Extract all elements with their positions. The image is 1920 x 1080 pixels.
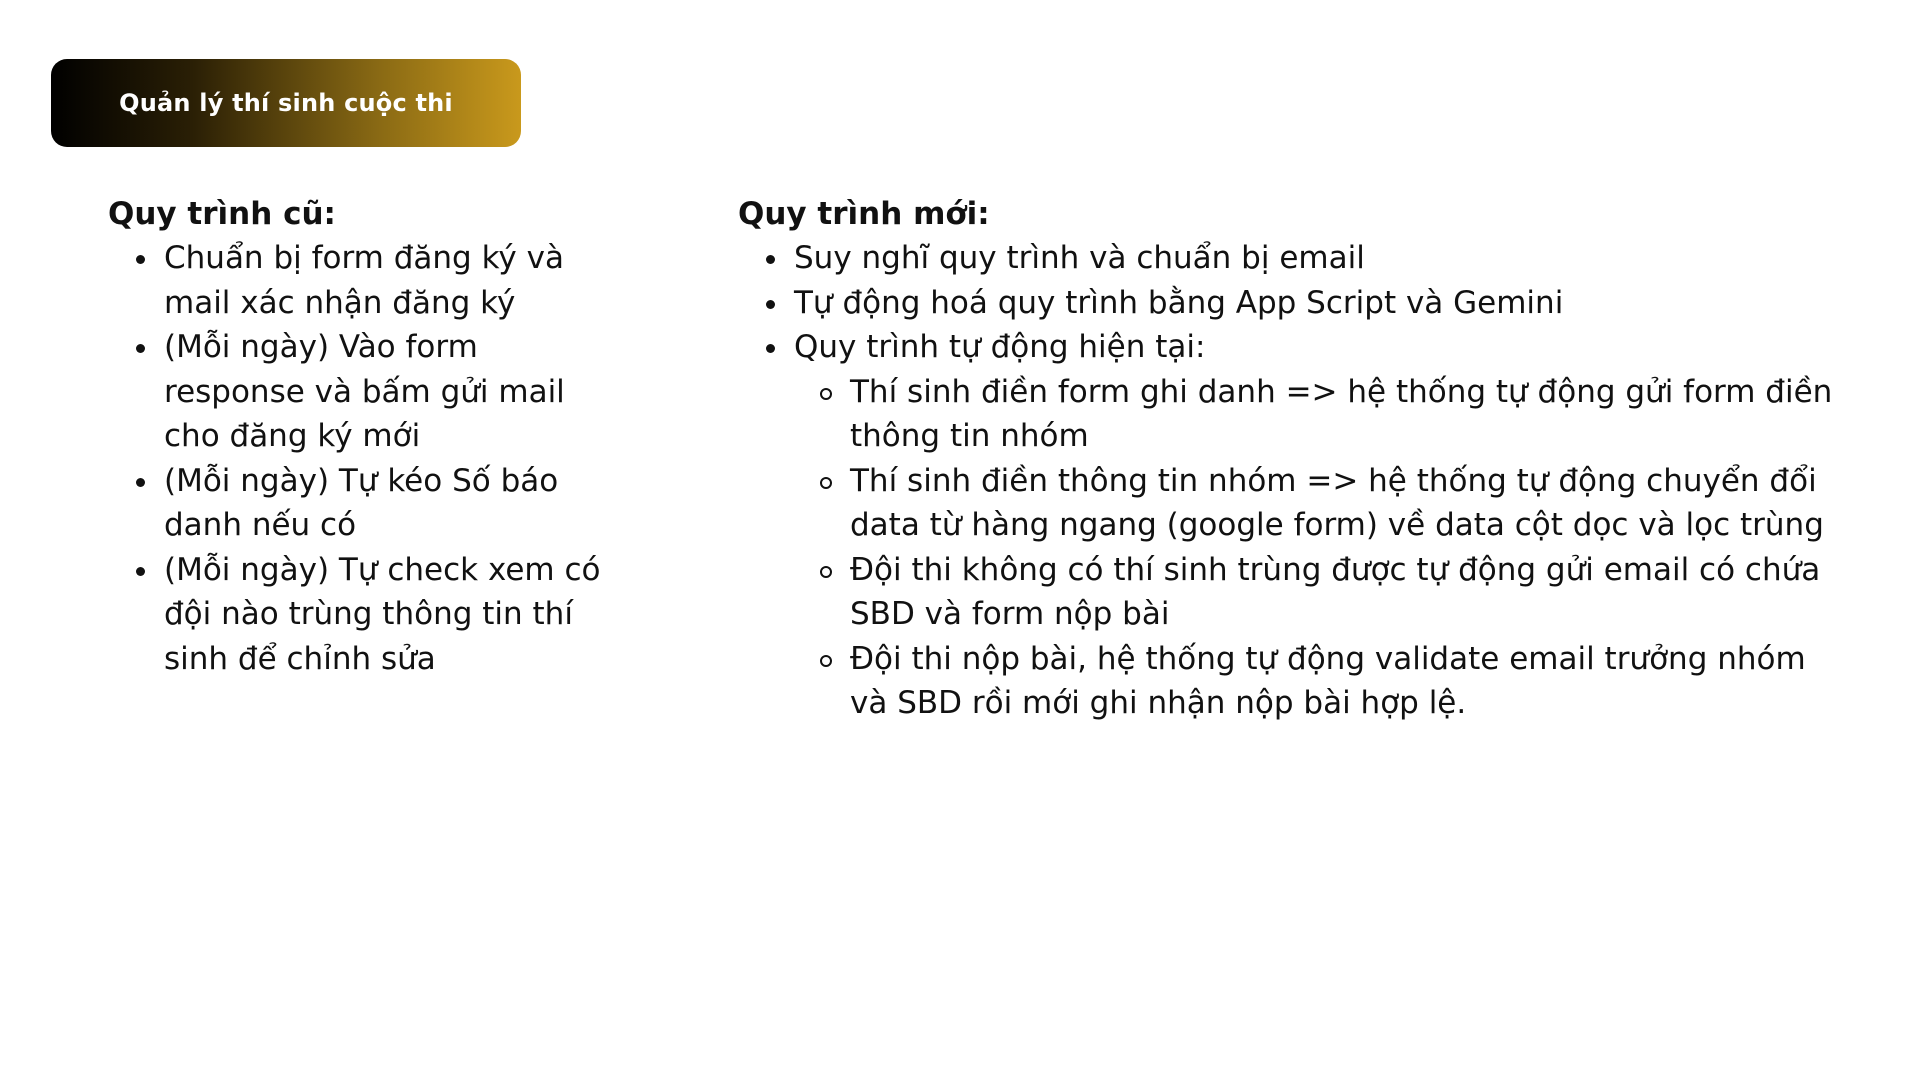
bullet-icon xyxy=(766,300,775,309)
list-item-text: (Mỗi ngày) Tự check xem có đội nào trùng thông tin thí sinh để chỉnh sửa xyxy=(164,551,601,677)
old-process-heading: Quy trình cũ: xyxy=(108,196,336,232)
hollow-bullet-icon xyxy=(820,566,832,578)
old-process-column xyxy=(108,192,628,681)
bullet-icon xyxy=(136,344,145,353)
sub-list-item-text: Thí sinh điền form ghi danh => hệ thống tự động gửi form điền thông tin nhóm xyxy=(850,373,1833,454)
list-item xyxy=(108,236,628,325)
bullet-icon xyxy=(136,567,145,576)
bullet-icon xyxy=(136,255,145,264)
bullet-icon xyxy=(136,478,145,487)
automation-steps-list xyxy=(794,370,1848,726)
list-item-text: Chuẩn bị form đăng ký và mail xác nhận đăng ký xyxy=(164,240,564,321)
hollow-bullet-icon xyxy=(820,655,832,667)
list-item-text: Quy trình tự động hiện tại: xyxy=(794,329,1206,365)
new-process-heading: Quy trình mới: xyxy=(738,196,990,232)
bullet-icon xyxy=(766,344,775,353)
list-item-text: Suy nghĩ quy trình và chuẩn bị email xyxy=(794,240,1365,276)
page-title: Quản lý thí sinh cuộc thi xyxy=(119,89,453,117)
sub-list-item-text: Đội thi nộp bài, hệ thống tự động validate email trưởng nhóm và SBD rồi mới ghi nhận nộp bài hợp lệ. xyxy=(850,640,1806,721)
sub-list-item-text: Đội thi không có thí sinh trùng được tự động gửi email có chứa SBD và form nộp bài xyxy=(850,551,1821,632)
list-item-text: (Mỗi ngày) Tự kéo Số báo danh nếu có xyxy=(164,462,559,543)
list-item xyxy=(738,325,1848,726)
new-process-list xyxy=(738,236,1848,726)
sub-list-item xyxy=(794,459,1848,548)
sub-list-item xyxy=(794,548,1848,637)
hollow-bullet-icon xyxy=(820,477,832,489)
list-item xyxy=(108,459,628,548)
sub-list-item-text: Thí sinh điền thông tin nhóm => hệ thống tự động chuyển đổi data từ hàng ngang (google form) về data cột dọc và lọc trùng xyxy=(850,462,1824,543)
list-item xyxy=(738,236,1848,281)
title-banner xyxy=(51,59,521,147)
list-item xyxy=(738,281,1848,326)
bullet-icon xyxy=(766,255,775,264)
new-process-column xyxy=(738,192,1848,726)
list-item xyxy=(108,325,628,459)
list-item-text: Tự động hoá quy trình bằng App Script và Gemini xyxy=(794,284,1564,321)
hollow-bullet-icon xyxy=(820,388,832,400)
sub-list-item xyxy=(794,370,1848,459)
list-item-text: (Mỗi ngày) Vào form response và bấm gửi mail cho đăng ký mới xyxy=(164,329,565,454)
sub-list-item xyxy=(794,637,1848,726)
list-item xyxy=(108,548,628,682)
old-process-list xyxy=(108,236,628,681)
